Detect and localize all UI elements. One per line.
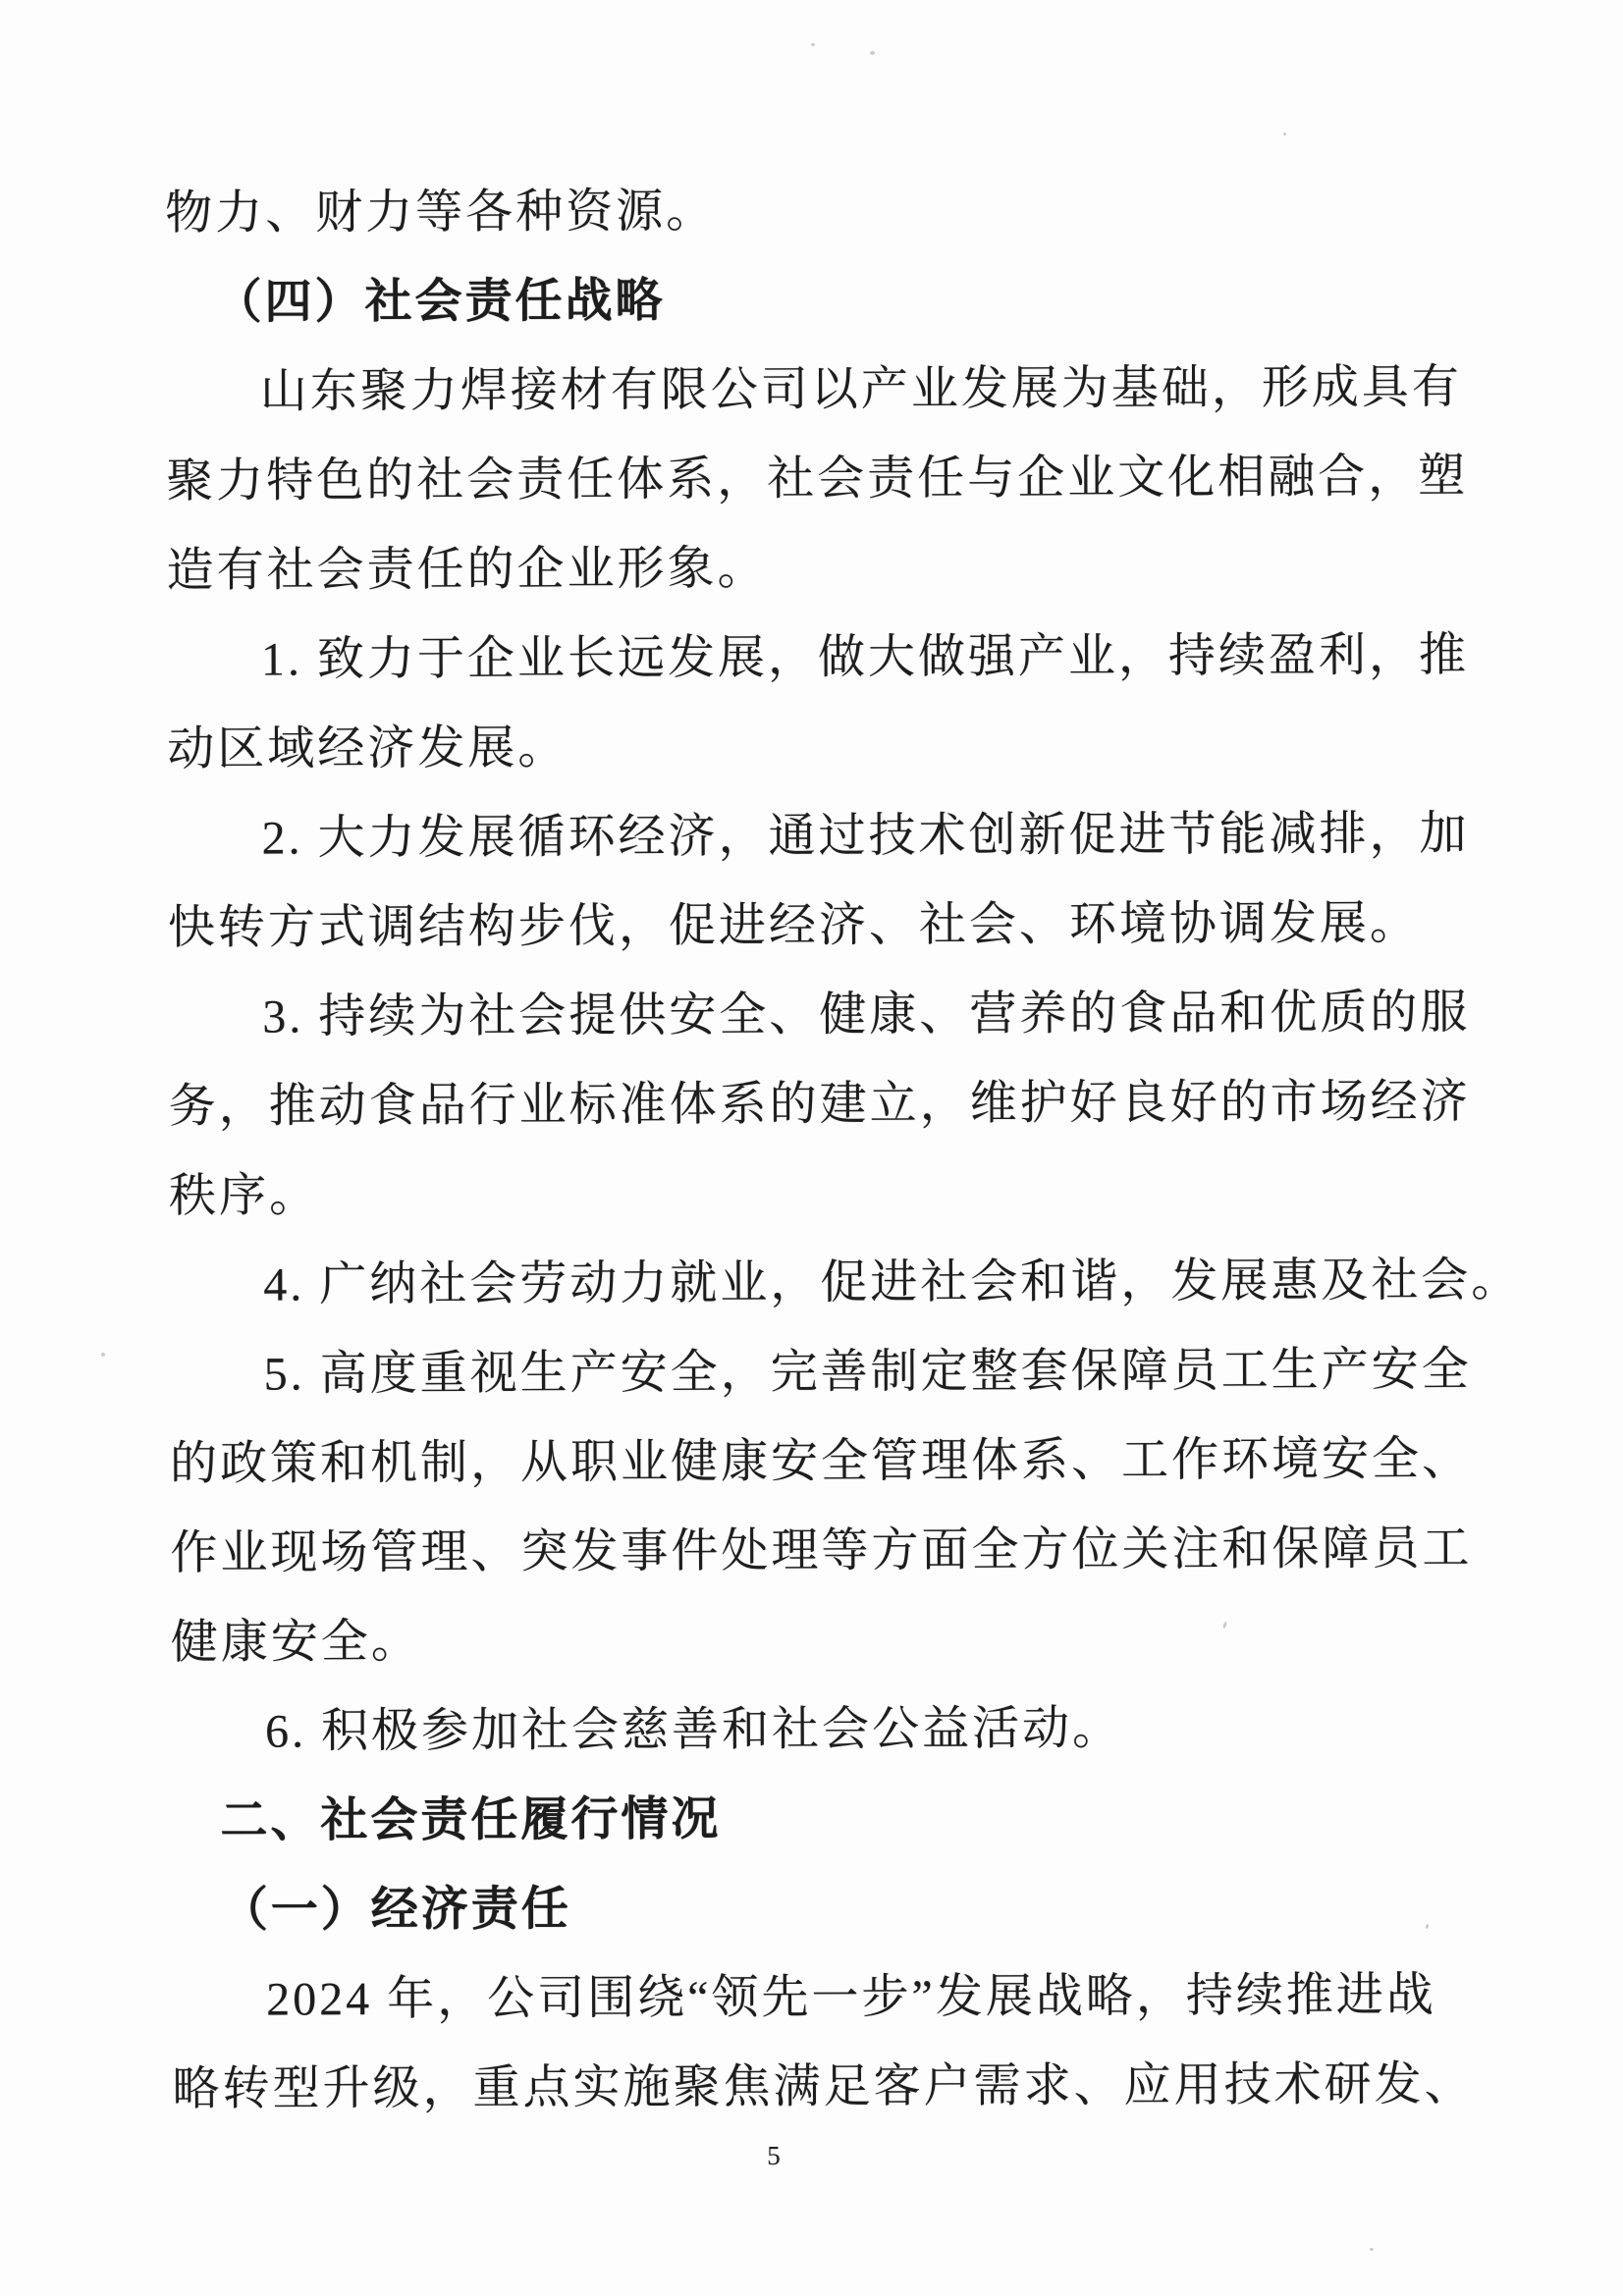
scan-speck — [1425, 1924, 1429, 1930]
scan-speck — [1370, 2248, 1374, 2251]
text-line: 动区域经济发展。 — [167, 721, 568, 775]
section-heading: （一）经济责任 — [220, 1883, 571, 1937]
scan-speck — [1283, 133, 1286, 135]
list-item-line: 3. 持续为社会提供安全、健康、营养的食品和优质的服 — [262, 986, 1471, 1043]
list-item-line: 5. 高度重视生产安全，完善制定整套保障员工生产安全 — [263, 1343, 1472, 1401]
text-block — [165, 164, 1522, 2134]
text-line: 的政策和机制，从职业健康安全管理体系、工作环境安全、 — [169, 1432, 1473, 1490]
text-line: 山东聚力焊接材有限公司以产业发展为基础，形成具有 — [259, 360, 1462, 418]
list-item-line: 4. 广纳社会劳动力就业，促进社会和谐，发展惠及社会。 — [263, 1254, 1522, 1311]
text-line: 务，推动食品行业标准体系的建立，维护好良好的市场经济 — [168, 1075, 1471, 1133]
section-heading: 二、社会责任履行情况 — [220, 1792, 722, 1847]
text-line: 健康安全。 — [170, 1616, 421, 1669]
list-item-line: 6. 积极参加社会慈善和社会公益活动。 — [265, 1702, 1123, 1758]
page-number: 5 — [767, 2141, 781, 2170]
text-line: 造有社会责任的企业形象。 — [166, 542, 768, 597]
text-line: 物力、财力等各种资源。 — [165, 185, 717, 240]
scan-speck — [811, 43, 815, 46]
scan-speck — [870, 51, 875, 55]
text-line: 作业现场管理、突发事件处理等方面全方位关注和保障员工 — [170, 1522, 1473, 1579]
text-line: 略转型升级，重点实施聚焦满足客户需求、应用技术研发、 — [172, 2057, 1475, 2115]
section-heading: （四）社会责任战略 — [214, 275, 666, 329]
text-line: 2024 年，公司围绕“领先一步”发展战略，持续推进战 — [266, 1969, 1436, 2026]
text-line: 聚力特色的社会责任体系，社会责任与企业文化相融合，塑 — [166, 450, 1469, 507]
scan-speck — [101, 1353, 105, 1357]
text-line: 秩序。 — [168, 1169, 320, 1222]
list-item-line: 2. 大力发展循环经济，通过技术创新促进节能减排，加 — [261, 807, 1470, 865]
text-line: 快转方式调结构步伐，促进经济、社会、环境协调发展。 — [167, 897, 1421, 954]
list-item-line: 1. 致力于企业长远发展，做大做强产业，持续盈利，推 — [260, 628, 1470, 686]
